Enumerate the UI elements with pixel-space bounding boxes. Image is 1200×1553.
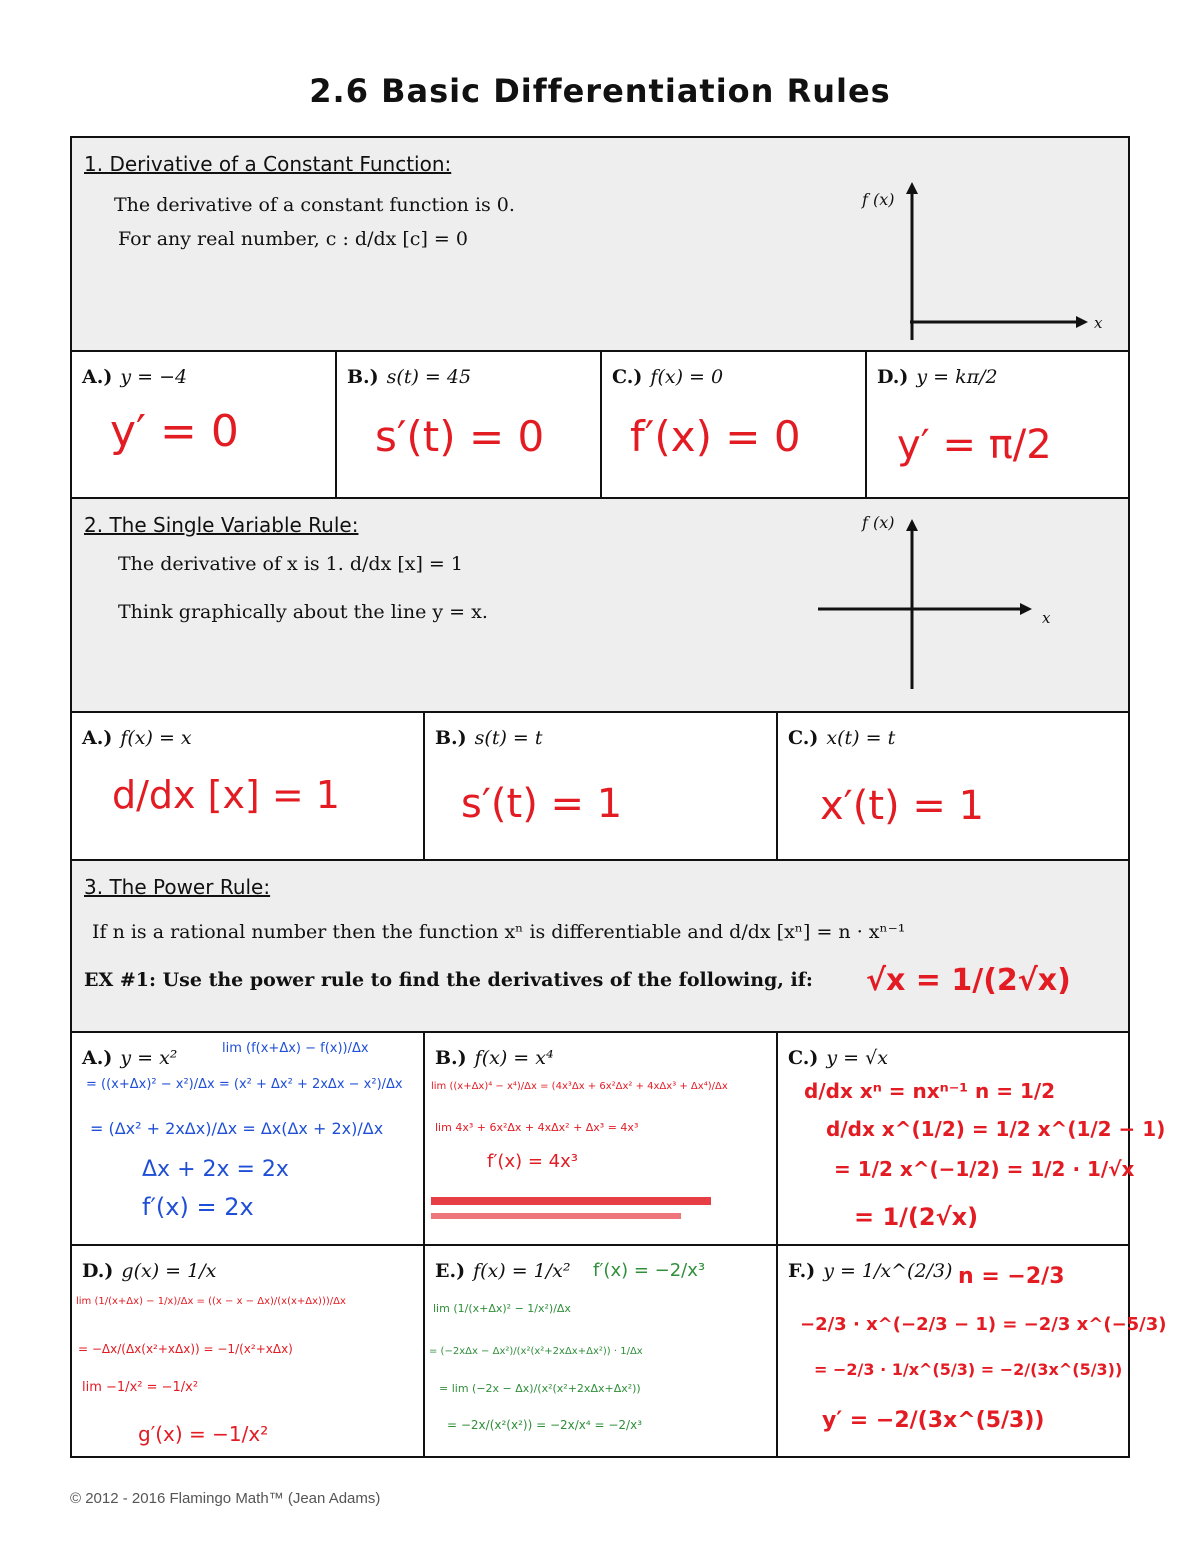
item-label: C.) [788,1047,819,1069]
handwritten-answer: f′(x) = −2/x³ [593,1260,706,1281]
line-graph-axes [812,515,1052,695]
work-line: = −Δx/(Δx(x²+xΔx)) = −1/(x²+xΔx) [78,1342,293,1356]
work-line: −2/3 · x^(−2/3 − 1) = −2/3 x^(−5/3) [800,1314,1167,1335]
item-expr: y = √x [826,1047,888,1069]
handwritten-answer: d/dx [x] = 1 [112,773,340,817]
item-label: A.) [82,727,113,749]
section2-line1: The derivative of x is 1. d/dx [x] = 1 [118,553,463,575]
work-line: lim (1/(x+Δx)² − 1/x²)/Δx [433,1302,571,1315]
handwritten-answer: x′(t) = 1 [820,783,985,829]
section1-graph-x-label: x [1094,314,1103,332]
handwritten-answer: f′(x) = 0 [630,412,801,461]
section2-heading: 2. The Single Variable Rule: [84,513,359,537]
item-expr: f(x) = x⁴ [474,1047,554,1069]
work-line: = 1/2 x^(−1/2) = 1/2 · 1/√x [834,1157,1135,1181]
example-2a [72,713,425,859]
scribbled-out-work [431,1197,711,1205]
example-1a [72,352,337,497]
work-line: d/dx x^(1/2) = 1/2 x^(1/2 − 1) [826,1117,1166,1141]
section-power-rule [72,861,1128,1033]
item-expr: y = kπ/2 [916,366,998,388]
item-expr: x(t) = t [826,727,896,749]
item-label: A.) [82,1047,113,1069]
section-single-variable [72,499,1128,713]
handwritten-side-note: √x = 1/(2√x) [866,963,1071,998]
work-line: f′(x) = 4x³ [487,1151,578,1172]
item-label: E.) [435,1260,466,1282]
work-line: lim (1/(x+Δx) − 1/x)/Δx = ((x − x − Δx)/(x(x+Δx)))/Δx [76,1296,346,1307]
work-line: lim (f(x+Δx) − f(x))/Δx [222,1041,369,1056]
work-line: d/dx xⁿ = nxⁿ⁻¹ n = 1/2 [804,1079,1056,1103]
item-label: C.) [788,727,819,749]
section1-line2: For any real number, c : d/dx [c] = 0 [118,228,468,250]
item-expr: s(t) = t [474,727,543,749]
item-expr: f(x) = 1/x² [473,1260,571,1282]
item-expr: y = −4 [120,366,188,388]
example-3e [425,1246,778,1456]
work-line: lim −1/x² = −1/x² [82,1380,199,1395]
item-label: D.) [877,366,909,388]
item-expr: f(x) = x [120,727,192,749]
handwritten-answer: s′(t) = 0 [375,412,545,461]
work-line: = 1/(2√x) [854,1203,979,1231]
scribbled-out-work [431,1213,681,1219]
work-line: g′(x) = −1/x² [138,1422,269,1446]
section2-line2: Think graphically about the line y = x. [118,601,488,623]
worksheet-table [70,136,1167,1458]
item-expr: s(t) = 45 [386,366,472,388]
item-expr: y = x² [120,1047,178,1069]
section1-examples-row [72,352,1128,499]
section3-heading: 3. The Power Rule: [84,875,271,899]
section2-graph-y-label: f (x) [862,513,895,532]
example-3d [72,1246,425,1456]
example-3c [778,1033,1166,1244]
item-label: B.) [347,366,379,388]
handwritten-answer: y′ = 0 [110,406,239,457]
example-1d [867,352,1128,497]
item-label: B.) [435,1047,467,1069]
section3-examples-row-1 [72,1033,1166,1246]
work-line: lim 4x³ + 6x²Δx + 4xΔx² + Δx³ = 4x³ [435,1121,639,1134]
work-line: f′(x) = 2x [142,1193,254,1221]
work-line: = (Δx² + 2xΔx)/Δx = Δx(Δx + 2x)/Δx [90,1119,384,1138]
work-line: = (−2xΔx − Δx²)/(x²(x²+2xΔx+Δx²)) · 1/Δx [429,1346,643,1357]
example-3f [778,1246,1167,1456]
section3-line2: EX #1: Use the power rule to find the derivatives of the following, if: [84,969,813,991]
constant-graph-axes [892,178,1122,348]
handwritten-answer: y′ = π/2 [897,422,1052,468]
work-line: = lim (−2x − Δx)/(x²(x²+2xΔx+Δx²)) [439,1382,641,1395]
item-label: F.) [788,1260,816,1282]
item-label: D.) [82,1260,114,1282]
item-expr: y = 1/x^(2/3) [823,1260,953,1282]
example-3a [72,1033,425,1244]
work-line: y′ = −2/(3x^(5/3)) [822,1408,1045,1433]
example-1c [602,352,867,497]
example-2c [778,713,1128,859]
section-constant-function [72,138,1128,352]
item-label: A.) [82,366,113,388]
page-title: 2.6 Basic Differentiation Rules [309,72,891,110]
section2-graph-x-label: x [1042,609,1051,627]
item-label: C.) [612,366,643,388]
handwritten-answer: s′(t) = 1 [461,781,623,827]
section1-graph-y-label: f (x) [862,190,895,209]
section1-line1: The derivative of a constant function is 0. [114,194,515,216]
example-2b [425,713,778,859]
section1-heading: 1. Derivative of a Constant Function: [84,152,452,176]
copyright-footer: © 2012 - 2016 Flamingo Math™ (Jean Adams) [70,1490,381,1507]
work-line: = −2/3 · 1/x^(5/3) = −2/(3x^(5/3)) [814,1360,1123,1379]
work-line: lim ((x+Δx)⁴ − x⁴)/Δx = (4x³Δx + 6x²Δx² + 4xΔx³ + Δx⁴)/Δx [431,1081,728,1092]
work-line: n = −2/3 [958,1264,1065,1289]
section3-examples-row-2 [72,1246,1167,1456]
example-3b [425,1033,778,1244]
work-line: = ((x+Δx)² − x²)/Δx = (x² + Δx² + 2xΔx − x²)/Δx [86,1077,403,1092]
example-1b [337,352,602,497]
work-line: = −2x/(x²(x²)) = −2x/x⁴ = −2/x³ [447,1418,643,1432]
item-expr: g(x) = 1/x [121,1260,217,1282]
section3-line1: If n is a rational number then the function xⁿ is differentiable and d/dx [xⁿ] = n · xⁿ⁻¹ [92,921,906,943]
item-label: B.) [435,727,467,749]
item-expr: f(x) = 0 [650,366,724,388]
section2-examples-row [72,713,1128,861]
work-line: Δx + 2x = 2x [142,1157,289,1182]
